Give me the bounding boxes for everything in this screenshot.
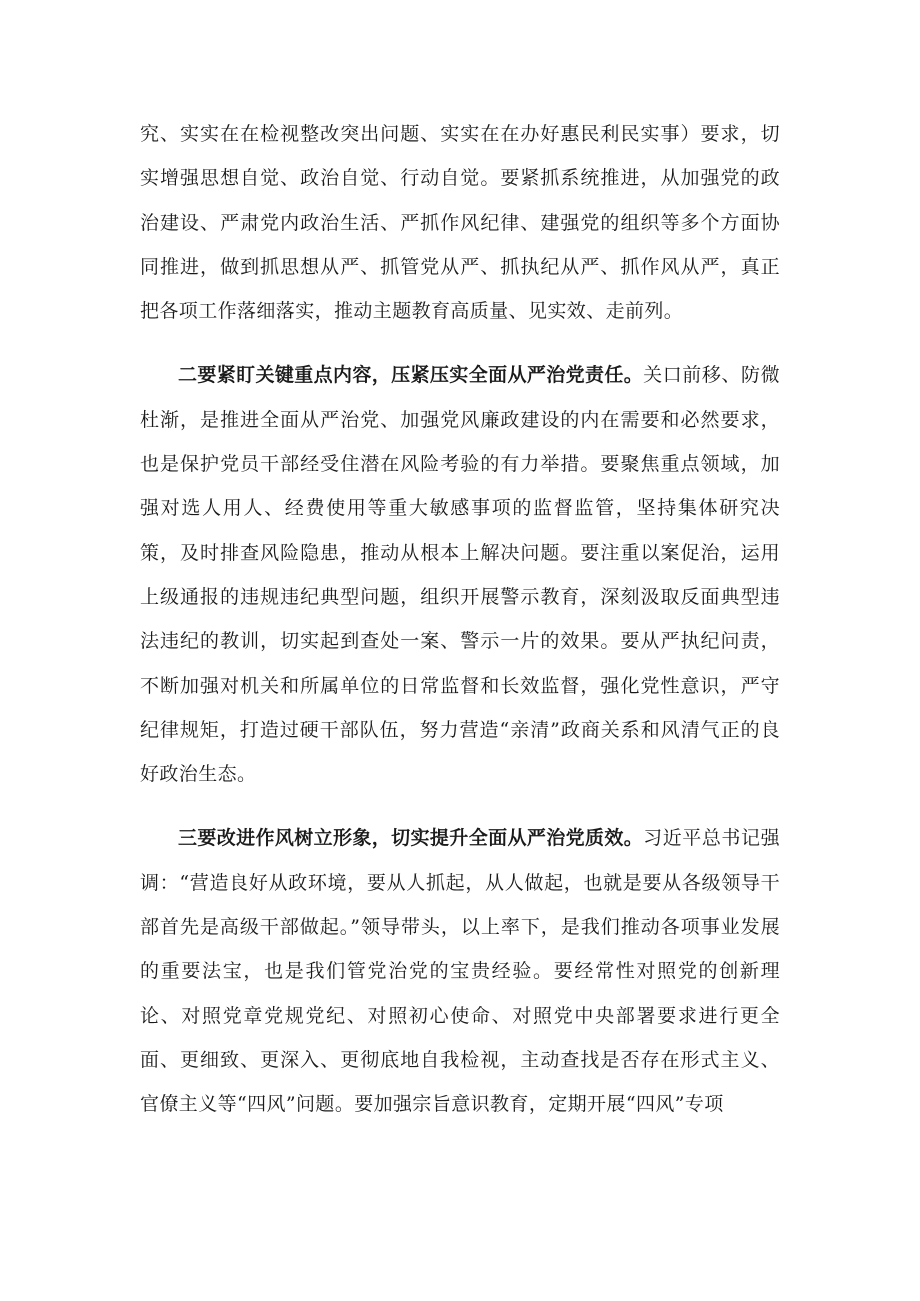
paragraph-continuation	[140, 112, 780, 333]
paragraph-text: 习近平总书记强调：“营造良好从政环境，要从人抓起，从人做起，也就是要从各级领导干部首先是高级干部做起。”领导带头，以上率下，是我们推动各项事业发展的重要法宝，也是我们管党治党的宝贵经验。要经常性对照党的创新理论、对照党章党规党纪、对照初心使命、对照党中央部署要求进行更全面、更细致、更深入、更彻底地自我检视，主动查找是否存在形式主义、官僚主义等“四风”问题。要加强宗旨意识教育，定期开展“四风”专项	[140, 827, 780, 1116]
paragraph-heading: 三要改进作风树立形象，切实提升全面从严治党质效。	[178, 827, 644, 850]
paragraph-point-two	[140, 353, 780, 796]
paragraph-text: 究、实实在在检视整改突出问题、实实在在办好惠民利民实事）要求，切实增强思想自觉、政治自觉、行动自觉。要紧抓系统推进，从加强党的政治建设、严肃党内政治生活、严抓作风纪律、建强党的组织等多个方面协同推进，做到抓思想从严、抓管党从严、抓执纪从严、抓作风从严，真正把各项工作落细落实，推动主题教育高质量、见实效、走前列。	[140, 123, 780, 323]
document-body	[140, 112, 780, 1127]
paragraph-text: 关口前移、防微杜渐，是推进全面从严治党、加强党风廉政建设的内在需要和必然要求，也是保护党员干部经受住潜在风险考验的有力举措。要聚焦重点领域，加强对选人用人、经费使用等重大敏感事项的监督监管，坚持集体研究决策，及时排查风险隐患，推动从根本上解决问题。要注重以案促治，运用上级通报的违规违纪典型问题，组织开展警示教育，深刻汲取反面典型违法违纪的教训，切实起到查处一案、警示一片的效果。要从严执纪问责，不断加强对机关和所属单位的日常监督和长效监督，强化党性意识，严守纪律规矩，打造过硬干部队伍，努力营造“亲清”政商关系和风清气正的良好政治生态。	[140, 364, 780, 786]
paragraph-point-three	[140, 816, 780, 1126]
paragraph-heading: 二要紧盯关键重点内容，压紧压实全面从严治党责任。	[178, 364, 644, 387]
